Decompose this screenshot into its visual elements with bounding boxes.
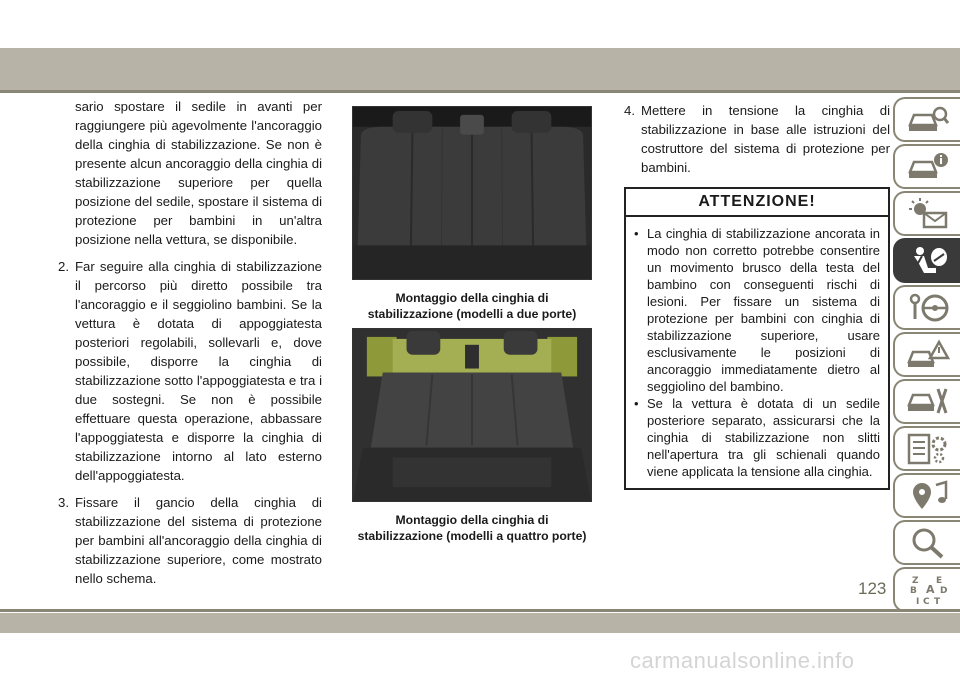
tab-technical-specs[interactable] [893, 426, 960, 471]
warning-item: • La cinghia di stabilizzazione ancorata in modo non corretto potrebbe consentire un movimento brusco della testa del bambino con conseguenti rischi di lesioni. Per fissare un sistema di protezione per bambini con cinghia di stabilizzazione superiore, usare esclusivamente le posizioni di ancoraggio immediatamente dietro al seggiolino del bambino. [634, 225, 880, 395]
index-alphabet-icon [906, 573, 950, 607]
key-steering-wheel-icon [906, 291, 950, 325]
index-letter: D [939, 585, 947, 596]
header-band [0, 48, 960, 90]
photo-caption-four-door: Montaggio della cinghia di stabilizzazione (modelli a quattro porte) [357, 513, 587, 543]
seat-safety-airbag-icon [906, 244, 950, 278]
step-number: 3. [58, 495, 69, 510]
warning-light-message-icon [906, 197, 950, 231]
tab-customer-assistance[interactable] [893, 520, 960, 565]
tether-photo-two-door [352, 106, 592, 280]
footer-band [0, 613, 960, 633]
step-number: 2. [58, 259, 69, 274]
car-warning-icon [906, 338, 950, 372]
step-4 [624, 101, 890, 177]
step-2 [58, 257, 322, 485]
intro-paragraph: sario spostare il sedile in avanti per raggiungere più agevolmente l'ancoraggio della cinghia di stabilizzazione. Se non è presente alcun ancoraggio della cinghia di stabilizzazione superiore per quella posizione del sedile, spostare il sistema di protezione per bambini in un'altra posizione nella vettura, se disponibile. [75, 99, 322, 247]
step-text: Far seguire alla cinghia di stabilizzazione il percorso più diretto possibile tra l'ancoraggio e il seggiolino bambini. Se la vettura è dotata di appoggiatesta posteriori regolabili, sollevarli e, dove possibile, disporre la cinghia di stabilizzazione sotto l'appoggiatesta e tra i due sostegni. Se non è possibile effettuare questa operazione, abbassare l'appoggiatesta e disporre la cinghia di stabilizzazione intorno al lato esterno dell'appoggiatesta. [75, 259, 322, 483]
index-letter: I [915, 596, 919, 607]
index-letter: C [922, 596, 930, 607]
left-column [58, 97, 322, 596]
header-rule [0, 90, 960, 93]
index-letter: T [933, 596, 940, 607]
warning-item: • Se la vettura è dotata di un sedile posteriore separato, assicurarsi che la cinghia di stabilizzazione non slitti nell'apertura tra gli schienali quando viene applicata la tensione alla cinghia. [634, 395, 880, 480]
tab-servicing[interactable] [893, 379, 960, 424]
warning-list [626, 217, 888, 488]
tab-car-info[interactable] [893, 144, 960, 189]
middle-column [352, 106, 592, 550]
page-number: 123 [858, 579, 887, 598]
tab-starting-driving[interactable] [893, 285, 960, 330]
magnifier-icon [906, 526, 950, 560]
car-search-icon [906, 103, 950, 137]
step-3 [58, 493, 322, 588]
index-letter: B [909, 585, 917, 596]
watermark: carmanualsonline.info [630, 648, 855, 673]
footer-rule [0, 609, 960, 612]
tab-emergency[interactable] [893, 332, 960, 377]
step-text: Fissare il gancio della cinghia di stabilizzazione del sistema di protezione per bambini all'ancoraggio della cinghia di stabilizzazione superiore, come mostrato nello schema. [75, 495, 322, 586]
tab-index[interactable] [893, 567, 960, 612]
tab-multimedia[interactable] [893, 473, 960, 518]
chapter-tabs [893, 97, 960, 614]
photo-caption-two-door: Montaggio della cinghia di stabilizzazione (modelli a due porte) [367, 291, 577, 321]
tab-car-search[interactable] [893, 97, 960, 142]
maintenance-list-gears-icon [906, 432, 950, 466]
tab-warning-lights[interactable] [893, 191, 960, 236]
right-column [624, 101, 890, 490]
index-letter: E [935, 575, 942, 586]
index-letter: Z [911, 575, 919, 586]
multimedia-navigation-icon [906, 479, 950, 513]
car-tools-icon [906, 385, 950, 419]
index-letter: A [925, 582, 935, 596]
warning-title: ATTENZIONE! [626, 189, 888, 217]
warning-box [624, 187, 890, 490]
step-number: 4. [624, 103, 635, 118]
car-info-icon [906, 150, 950, 184]
tether-photo-four-door [352, 328, 592, 502]
tab-safety[interactable] [893, 238, 960, 283]
step-text: Mettere in tensione la cinghia di stabilizzazione in base alle istruzioni del costruttore del sistema di protezione per bambini. [641, 103, 890, 175]
